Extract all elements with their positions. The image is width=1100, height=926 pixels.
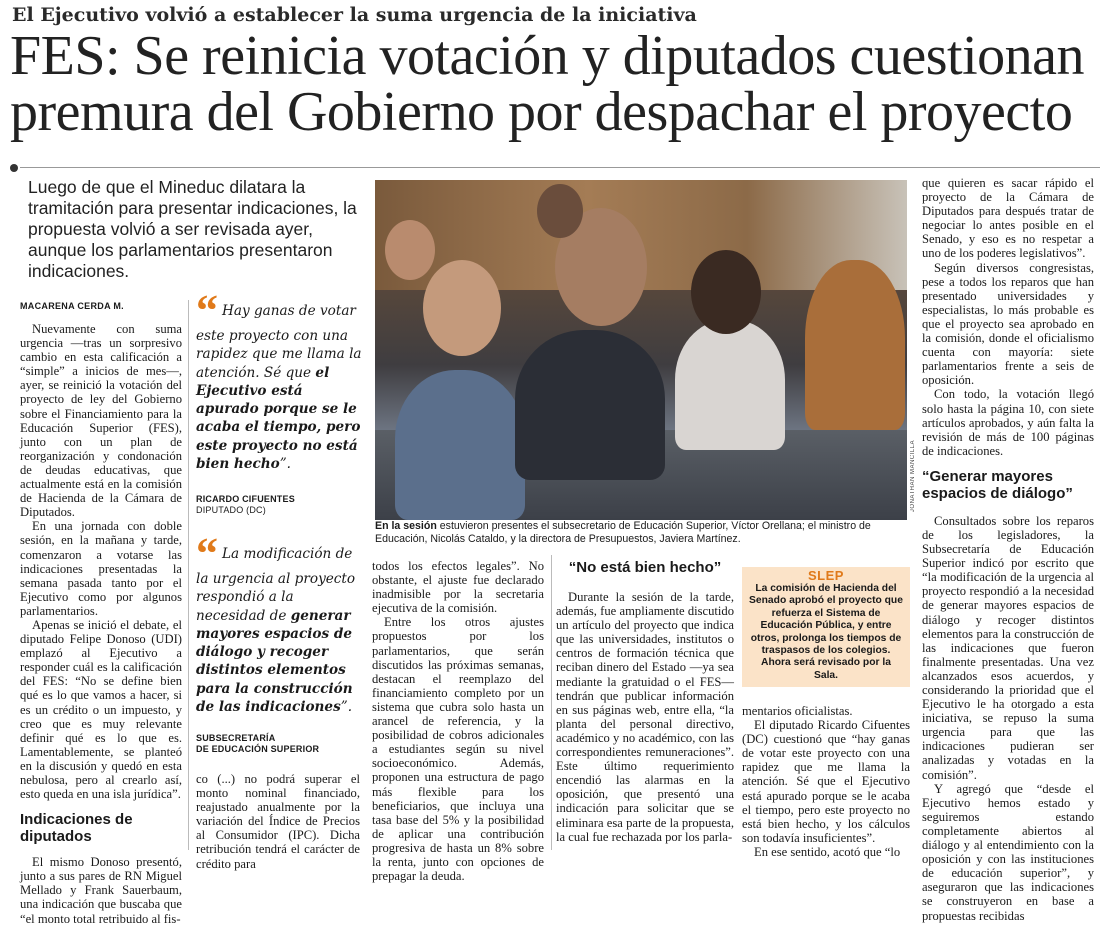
photo-person-center <box>515 330 665 480</box>
header-rule <box>20 167 1100 168</box>
article-column-4 <box>556 559 734 844</box>
article-column-1 <box>20 322 182 926</box>
paragraph: En ese sentido, acotó que “lo <box>754 844 901 859</box>
quote-1-source <box>196 494 366 516</box>
paragraph: El diputado Ricardo Cifuentes (DC) cuestionó que “hay ganas de votar este proyecto con una rapidez que me llama la atención. Sé que el Ejecutivo está apurado porque se le acaba el tiempo, pero este proyecto no está bien hecho, y los cálculos son todavía insuficientes”. <box>742 718 910 845</box>
paragraph: Según diversos congresistas, pese a todos los reparos que han presentado universidades y especialistas, lo más probable es que el proyecto sea aprobado en la comisión, donde el oficialismo cuenta con mayoría: siete parlamentarios frente a seis de oposición. <box>922 260 1094 388</box>
quote-text: La modificación de la urgencia al proyecto respondió a la necesidad de <box>196 546 356 624</box>
paragraph: Consultados sobre los reparos de los legisladores, la Subsecretaría de Educación Superior indicó por escrito que “la modificación de la urgencia al proyecto respondió a la necesidad de generar mayores espacios de diálogo y recoger distintos elementos para la construcción de las indicaciones que fueron finalmente presentadas. Una vez alcanzados esos acuerdos, y considerando la prioridad que el Ejecutivo le ha otorgado a esta iniciativa, se repuso la suma urgencia para que las indicaciones pudieran ser analizadas y votadas en la comisión”. <box>922 513 1094 782</box>
quote-mark-icon: “ <box>196 529 218 578</box>
session-photo <box>375 180 907 516</box>
quote-mark-icon: “ <box>196 286 218 335</box>
quote-source-name: SUBSECRETARÍA <box>196 733 276 743</box>
quote-emphasis: generar mayores espacios de diálogo y recoger distintos elementos para la construcción de las indicaciones <box>196 607 353 716</box>
pull-quote-1 <box>196 286 366 473</box>
caption-text: estuvieron presentes el subsecretario de Educación Superior, Víctor Orellana; el ministro de Educación, Nicolás Cataldo, y la directora de Presupuestos, Javiera Martínez. <box>375 520 871 545</box>
slep-box <box>742 567 910 687</box>
paragraph: Y agregó que “desde el Ejecutivo hemos estado y seguiremos estando completamente abiertos al diálogo y al entendimiento con la oposición y con las instituciones de educación superior”, y aseguraron que las indicaciones se construyeron en base a propuestas recibidas <box>922 781 1094 923</box>
photo-credit: JONATHAN MANCILLA <box>910 440 916 513</box>
caption-lead: En la sesión <box>375 520 437 532</box>
photo-head-back-center <box>537 184 583 238</box>
rule-dot <box>10 164 18 172</box>
paragraph: mentarios oficialistas. <box>742 704 853 718</box>
quote-source-name: RICARDO CIFUENTES <box>196 494 295 504</box>
lead-paragraph: Luego de que el Mineduc dilatara la tramitación para presentar indicaciones, la propuesta volvió a ser revisada ayer, aunque los parlamentarios presentaron indicaciones. <box>28 177 357 281</box>
photo-person-far-right <box>805 260 905 430</box>
quote-text: Hay ganas de votar este proyecto con una rapidez que me llama la atención. Sé que <box>196 303 362 381</box>
byline: MACARENA CERDA M. <box>20 301 124 311</box>
quote-source-role: DIPUTADO (DC) <box>196 505 266 515</box>
photo-person-right <box>675 320 785 450</box>
quote-end: ”. <box>279 456 291 473</box>
photo-caption <box>375 520 915 546</box>
paragraph: Durante la sesión de la tarde, además, fue ampliamente discutido un artículo del proyecto que indica que las universidades, institutos o centros de formación técnica que reciban dinero del Estado —ya sea mediante la gratuidad o el FES— tendrán que publicar información en sus páginas web, entre ella, “la planta del personal directivo, académico y no académico, con las correspondientes remuneraciones”. Este último requerimiento encendió las alarmas en la oposición, que presentó una indicación para solicitar que se eliminara esa parte de la propuesta, la cual fue rechazada por los parla- <box>556 590 734 844</box>
subheading: Indicaciones de diputados <box>20 811 133 846</box>
article-column-2 <box>196 772 360 871</box>
headline <box>10 25 1100 143</box>
paragraph: Entre los otros ajustes propuestos por los parlamentarios, que serán discutidos las próximas semanas, destacan el reemplazo del financiamiento completo por un sistema que cubra solo hasta un arancel de referencia, y la posibilidad de cobros adicionales a estudiantes según su nivel socioeconómico. Además, proponen una estructura de pago más flexible para los beneficiarios, que incluya una tasa base del 5% y la posibilidad de aplicar una contribución progresiva de hasta un 8% sobre la renta, junto con opciones de prepagar la deuda. <box>372 615 544 884</box>
quote-2-source <box>196 733 366 755</box>
paragraph: Nuevamente con suma urgencia —tras un sorpresivo cambio en esta calificación a “simple” a inicios de mes—, ayer, se reinició la votación del proyecto de ley del Gobierno sobre el Financiamiento para la Educación Superior (FES), junto con un plan de reorganización y condonación de deudas educativas, que actualmente está en la comisión de Hacienda de la Cámara de Diputados. <box>20 322 182 520</box>
paragraph: El mismo Donoso presentó, junto a sus pares de RN Miguel Mellado y Frank Sauerbaum, una indicación que buscaba que “el monto total retribuido al fis- <box>20 855 182 926</box>
headline-line-1: FES: Se reinicia votación y diputados cuestionan <box>10 25 1085 87</box>
paragraph: que quieren es sacar rápido el proyecto de la Cámara de Diputados para después tratar de negociar lo antes posible en el Senado, y eso es no respetar a uno de los poderes legislativos”. <box>922 176 1094 261</box>
column-divider <box>188 300 189 850</box>
quote-source-role: DE EDUCACIÓN SUPERIOR <box>196 744 320 754</box>
subheading: “No está bien hecho” <box>568 559 722 576</box>
paragraph: Con todo, la votación llegó solo hasta la página 10, con siete artículos aprobados, y aún falta la revisión de más de 100 páginas de indicaciones. <box>922 387 1094 458</box>
quote-end: ”. <box>340 699 353 716</box>
pull-quote-2 <box>196 529 366 716</box>
slep-title: SLEP <box>808 568 844 583</box>
paragraph: todos los efectos legales”. No obstante, el ajuste fue declarado inadmisible por la secretaria ejecutiva de la comisión. <box>372 559 544 616</box>
quote-emphasis: el Ejecutivo está apurado porque se le acaba el tiempo, pero este proyecto no está bien hecho <box>196 364 361 473</box>
headline-line-2: premura del Gobierno por despachar el proyecto <box>10 81 1073 143</box>
paragraph: co (...) no podrá superar el monto nominal financiado, reajustado anualmente por la variación del Índice de Precios al Consumidor (IPC). Dicha retribución tendrá el carácter de crédito para <box>196 772 360 871</box>
photo-head-right <box>691 250 761 334</box>
paragraph: En una jornada con doble sesión, en la mañana y tarde, comenzaron a votarse las indicaciones presentadas la semana pasada tanto por el Ejecutivo como por algunos parlamentarios. <box>20 519 182 618</box>
photo-head-left <box>423 260 501 356</box>
article-column-6 <box>922 176 1094 923</box>
article-column-3 <box>372 559 544 883</box>
paragraph: Apenas se inició el debate, el diputado Felipe Donoso (UDI) emplazó al Ejecutivo a responder cuál es la calificación del FES: “No se define bien qué es lo que vamos a hacer, si es un crédito o un impuesto, y creo que es muy relevante definir qué es lo que es. Lamentablemente, se planteó en la discusión y quedó en esta nebulosa, pero al crearlo así, esto queda en una isla jurídica”. <box>20 617 182 802</box>
subheading: “Generar mayores espacios de diálogo” <box>922 467 1073 502</box>
kicker: El Ejecutivo volvió a establecer la suma urgencia de la iniciativa <box>12 4 697 26</box>
photo-person-left <box>395 370 525 520</box>
column-divider <box>551 555 552 850</box>
photo-head-back-left <box>385 220 435 280</box>
slep-body: La comisión de Hacienda del Senado aprobó el proyecto que refuerza el Sistema de Educación Pública, y entre otros, prolonga los tiempos de traspasos de los colegios. Ahora será revisado por la Sala. <box>749 583 903 681</box>
article-column-5 <box>742 704 910 859</box>
